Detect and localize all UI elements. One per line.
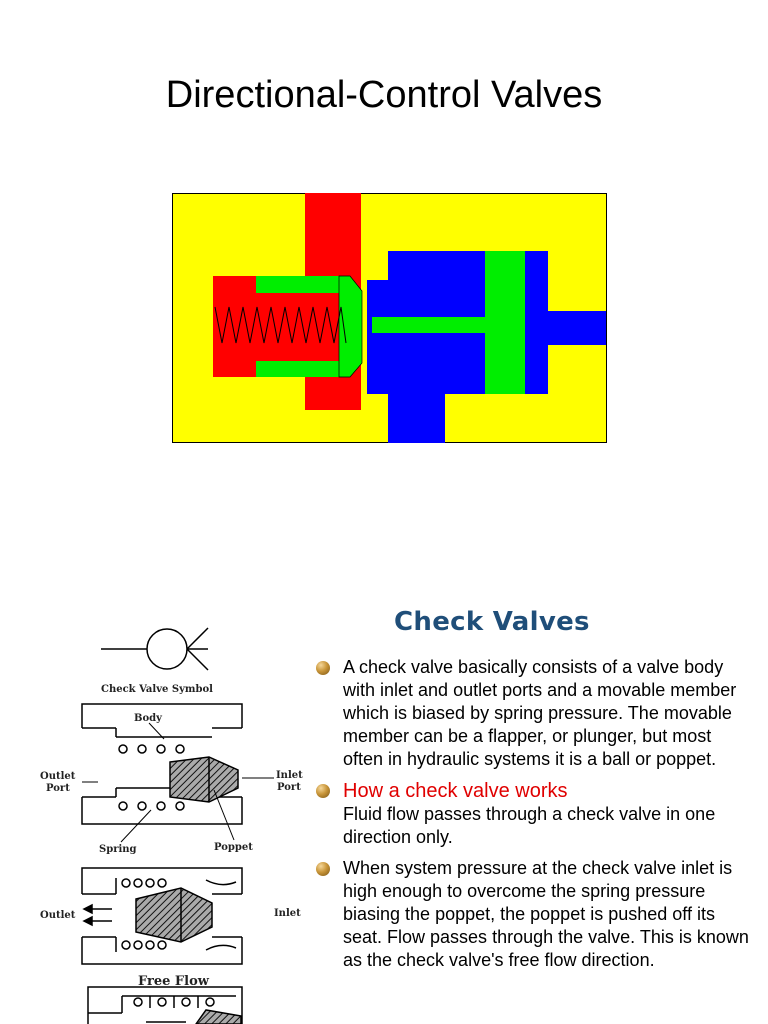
bullet-dot-icon: [316, 784, 330, 798]
bullet-text: A check valve basically consists of a valve body with inlet and outlet ports and a movable member which is biased by spring pressure. The movable member can be a flapper, or plunger, but most often in hydraulic systems it is a ball or poppet.: [343, 657, 737, 769]
bullet-heading: How a check valve works: [343, 780, 568, 802]
symbol-label: Check Valve Symbol: [101, 684, 213, 695]
check-valve-closed: [82, 704, 242, 824]
green-poppet-face: [339, 276, 362, 377]
check-valve-free-flow: [82, 868, 242, 964]
flow-arrows-outlet: [84, 905, 112, 925]
bullet-item: [314, 857, 754, 972]
label-outlet: Outlet: [40, 910, 76, 921]
check-valve-symbol: [101, 628, 208, 670]
check-valves-bullets: [314, 656, 754, 980]
bullet-text: When system pressure at the check valve inlet is high enough to overcome the spring pressure biasing the poppet, the poppet is pushed off its seat. Flow passes through the valve. This is known as the check valve's free flow direction.: [343, 858, 749, 970]
label-inlet-port-2: Port: [277, 782, 301, 793]
label-poppet: Poppet: [214, 842, 253, 853]
bullet-text: Fluid flow passes through a check valve in one direction only.: [343, 804, 716, 847]
bullet-item: [314, 656, 754, 771]
green-top-band: [256, 276, 349, 293]
label-inlet: Inlet: [274, 908, 301, 919]
check-valves-heading: Check Valves: [394, 607, 590, 637]
green-bottom-band: [256, 361, 349, 377]
label-spring: Spring: [99, 844, 137, 855]
green-stem: [372, 317, 485, 333]
bullet-dot-icon: [316, 661, 330, 675]
label-outlet-port-2: Port: [46, 783, 70, 794]
bullet-item: [314, 779, 754, 849]
bullet-dot-icon: [316, 862, 330, 876]
label-outlet-port-1: Outlet: [40, 771, 76, 782]
directional-valve-diagram: [172, 193, 608, 445]
slide-title: Directional-Control Valves: [165, 74, 603, 116]
label-free-flow: Free Flow: [138, 974, 209, 989]
check-valve-partial: [88, 987, 242, 1024]
label-body: Body: [134, 713, 162, 724]
check-valve-figure: [36, 612, 306, 1024]
label-inlet-port-1: Inlet: [276, 770, 303, 781]
green-piston: [485, 251, 525, 394]
